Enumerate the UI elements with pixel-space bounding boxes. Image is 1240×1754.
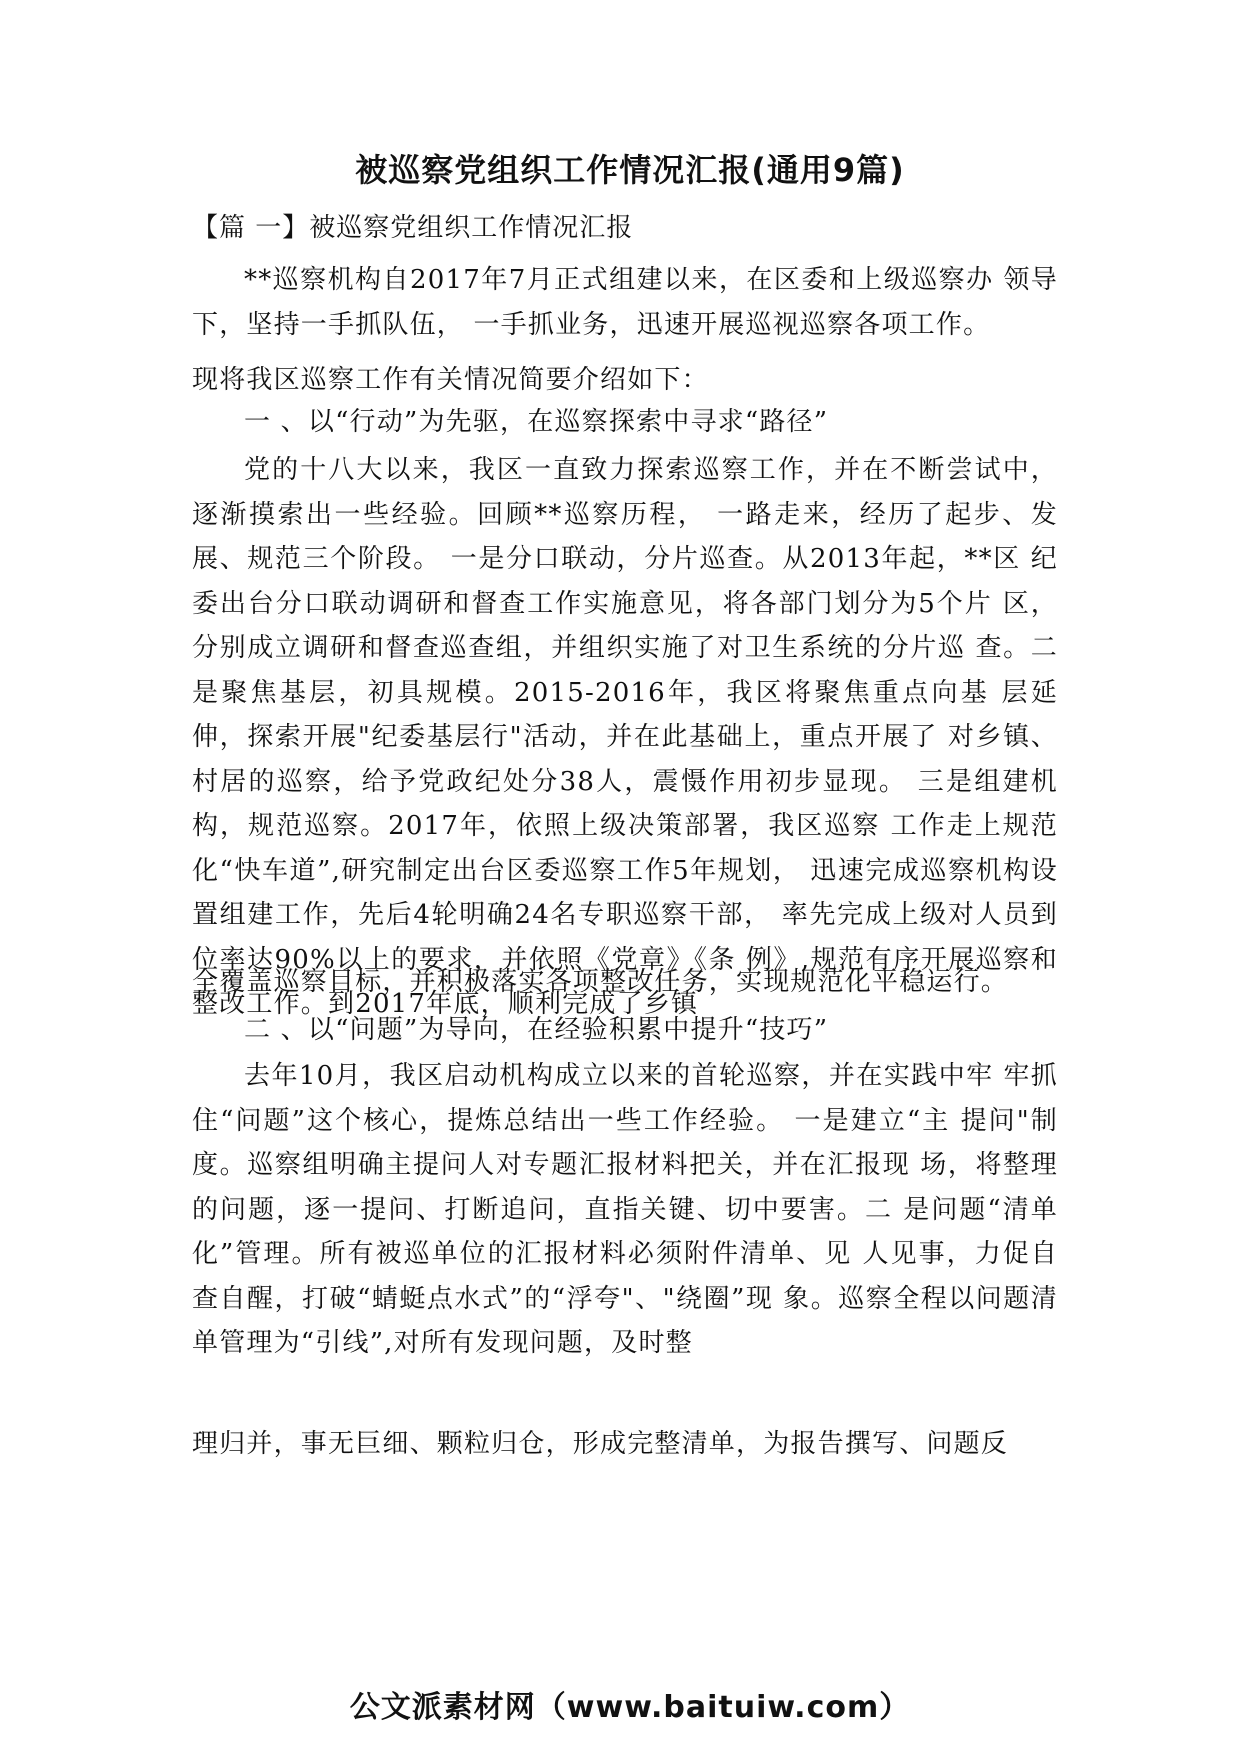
paragraph-5: 去年10月，我区启动机构成立以来的首轮巡察，并在实践中牢 牢抓住“问题”这个核心，提炼总结出一些工作经验。 一是建立“主 提问"制度。巡察组明确主提问人对专题汇报材料把关，并在汇报现 场，将整理的问题，逐一提问、打断追问，直指关键、切中要害。二 是问题“清单化”管理。所有被巡单位的汇报材料必须附件清单、见 人见事，力促自查自醒，打破“蜻蜓点水式”的“浮夸"、"绕圈”现 象。巡察全程以问题清单管理为“引线”,对所有发现问题，及时整 [192,1061,1058,1358]
paragraph-3: 党的十八大以来，我区一直致力探索巡察工作，并在不断尝试中，逐渐摸索出一些经验。回顾**巡察历程， 一路走来，经历了起步、发展、规范三个阶段。 一是分口联动，分片巡查。从2013年起，**区 纪委出台分口联动调研和督查工作实施意见，将各部门划分为5个片 区，分别成立调研和督查巡查组，并组织实施了对卫生系统的分片巡 查。二是聚焦基层，初具规模。2015-2016年，我区将聚焦重点向基 层延伸，探索开展"纪委基层行"活动，并在此基础上，重点开展了 对乡镇、村居的巡察，给予党政纪处分38人，震慑作用初步显现。 三是组建机构，规范巡察。2017年，依照上级决策部署，我区巡察 工作走上规范化“快车道”,研究制定出台区委巡察工作5年规划， 迅速完成巡察机构设置组建工作，先后4轮明确24名专职巡察干部， 率先完成上级对人员到位率达90%以上的要求，并依照《党章》《条 例》,规范有序开展巡察和整改工作。到2017年底，顺利完成了乡镇 [192,455,1058,1019]
paragraph-2: 现将我区巡察工作有关情况简要介绍如下： [192,365,709,395]
footer-watermark: 公文派素材网（www.baituiw.com） [349,1690,911,1725]
paragraph-6: 理归并，事无巨细、颗粒归仓，形成完整清单，为报告撰写、问题反 [192,1429,1009,1459]
subheading-2: 二 、以“问题”为导向，在经验积累中提升“技巧” [244,1015,829,1045]
section-heading: 【篇 一】被巡察党组织工作情况汇报 [192,213,634,243]
subheading-1: 一 、以“行动”为先驱，在巡察探索中寻求“路径” [244,407,829,437]
paragraph-4: 全覆盖巡察目标，并积极落实各项整改任务，实现规范化平稳运行。 [192,967,1009,997]
paragraph-1: **巡察机构自2017年7月正式组建以来，在区委和上级巡察办 领导下，坚持一手抓队伍， 一手抓业务，迅速开展巡视巡察各项工作。 [192,265,1058,340]
document-title: 被巡察党组织工作情况汇报(通用9篇) [355,151,905,189]
